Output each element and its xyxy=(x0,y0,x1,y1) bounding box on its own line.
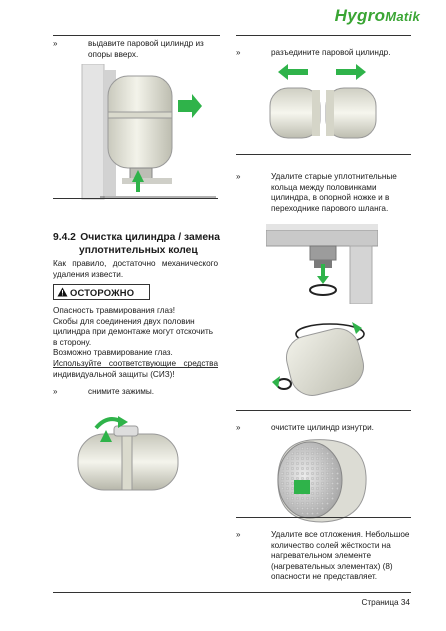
rule-left-1 xyxy=(53,198,218,199)
right-step-1-text: разъедините паровой цилиндр. xyxy=(271,48,391,57)
bullet-marker-left-2: » xyxy=(53,387,58,396)
right-step-3-text: очистите цилиндр изнутри. xyxy=(271,423,374,432)
right-step-4-text: Удалите все отложения. Небольшое количество солей жёсткости на нагревательном элементе (нагревательных элементах) (8) опасности не представляет. xyxy=(271,530,410,582)
page-number: Страница 34 xyxy=(361,598,410,607)
cylinder-half-oring-illustration xyxy=(270,314,380,408)
footer-rule xyxy=(53,592,411,593)
rule-right-1 xyxy=(236,154,411,155)
bullet-marker-right-4: » xyxy=(236,530,241,539)
bullet-marker-right-1: » xyxy=(236,48,241,57)
left-step-2-text: снимите зажимы. xyxy=(88,387,155,396)
bullet-marker: » xyxy=(53,39,58,48)
right-step-2-text: Удалите старые уплотнительные кольца между половинками цилиндра, в опорной ножке и в переходнике парового шланга. xyxy=(271,172,397,213)
warning-text xyxy=(53,306,218,380)
warning-line-3: Возможно травмирование глаз. xyxy=(53,348,173,358)
left-step-1-text: выдавите паровой цилиндр из опоры вверх. xyxy=(88,39,204,59)
warning-triangle-icon xyxy=(57,287,68,297)
support-foot-oring-illustration xyxy=(266,224,378,304)
bullet-marker-right-2: » xyxy=(236,172,241,181)
rule-left-2 xyxy=(53,367,218,368)
top-rule-left xyxy=(53,35,220,36)
remove-clamps-illustration xyxy=(66,412,190,504)
bullet-marker-right-3: » xyxy=(236,423,241,432)
rule-right-3 xyxy=(236,517,411,518)
warning-line-1: Опасность травмирования глаз! xyxy=(53,306,176,315)
intro-text: Как правило, достаточно механического удаления извести. xyxy=(53,259,218,279)
warning-line-2: Скобы для соединения двух половин цилиндра при демонтаже могут отскочить в сторону. xyxy=(53,316,213,347)
separate-cylinder-illustration xyxy=(266,64,380,144)
hygromatik-logo: HygroMatik xyxy=(334,6,420,25)
warning-line-4: Используйте соответствующие средства индивидуальной защиты (СИЗ)! xyxy=(53,358,218,379)
rule-right-2 xyxy=(236,410,411,411)
warning-label-box: ОСТОРОЖНО xyxy=(53,284,150,300)
cylinder-interior-illustration xyxy=(270,436,374,524)
section-heading: 9.4.2 Очистка цилиндра / замена уплотнительных колец xyxy=(53,232,220,256)
cylinder-lift-illustration xyxy=(80,64,218,204)
top-rule-right xyxy=(236,35,411,36)
